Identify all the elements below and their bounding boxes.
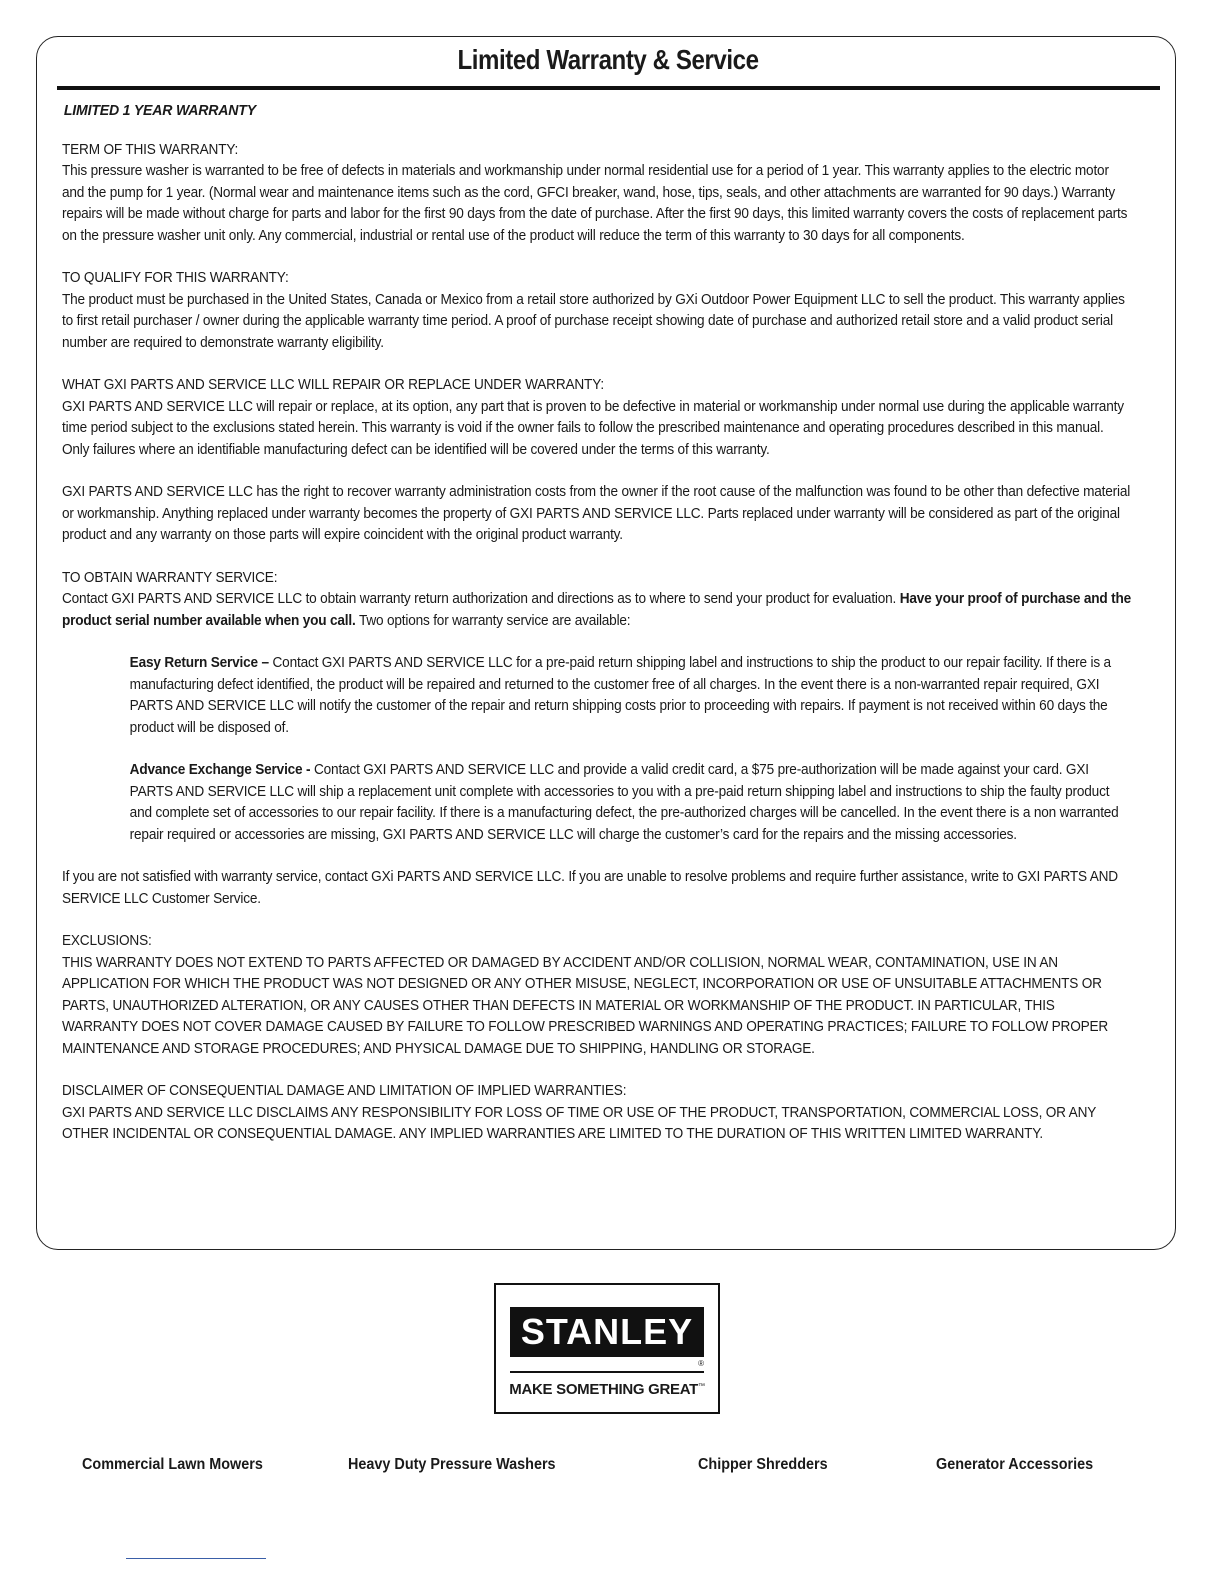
exclusions-heading: EXCLUSIONS: [62,933,152,949]
obtain-body-text: Contact GXI PARTS AND SERVICE LLC to obtain warranty return authorization and directions as to where to send your product for evaluation. [62,591,900,607]
recover-body: GXI PARTS AND SERVICE LLC has the right to recover warranty administration costs from the owner if the root cause of the malfunction was found to be other than defective material or workmanship. Anything replaced under warranty becomes the property of GXI PARTS AND SERVICE LLC. Parts replaced under warranty will be considered as part of the original product and any warranty on those parts will expire coincident with the original product warranty. [62,484,1131,543]
logo-trademark: ™ [698,1383,705,1390]
easy-return-body: Contact GXI PARTS AND SERVICE LLC for a pre-paid return shipping label and instructions to ship the product to our repair facility. If there is a manufacturing defect identified, the product will be repaired and returned to the customer free of all charges. In the event there is a non-warranted repair required, GXI PARTS AND SERVICE LLC will notify the customer of the repair and return shipping costs prior to proceeding with repairs. If payment is not received within 60 days the product will be disposed of. [129,655,1111,736]
section-not-satisfied [62,867,1132,910]
obtain-body-end: Two options for warranty service are available: [355,612,631,629]
logo-tagline-text: MAKE SOMETHING GREAT [509,1381,699,1398]
qualify-heading: TO QUALIFY FOR THIS WARRANTY: [62,270,289,286]
page-title: Limited Warranty & Service [457,44,759,75]
product-chipper-shredders: Chipper Shredders [698,1456,828,1473]
logo-registered-mark: ® [698,1359,704,1368]
section-term [62,140,1132,248]
section-easy-return [130,653,1132,739]
section-obtain [62,568,1132,633]
section-disclaimer [62,1081,1132,1146]
not-satisfied-body: If you are not satisfied with warranty service, contact GXi PARTS AND SERVICE LLC. If you are unable to resolve problems and require further assistance, write to GXI PARTS AND SERVICE LLC Customer Service. [62,869,1118,907]
disclaimer-heading: DISCLAIMER OF CONSEQUENTIAL DAMAGE AND LIMITATION OF IMPLIED WARRANTIES: [62,1083,627,1099]
product-lines [0,1456,1224,1480]
repair-body: GXI PARTS AND SERVICE LLC will repair or replace, at its option, any part that is proven to be defective in material or workmanship under normal use during the applicable warranty time period subject to the exclusions stated herein. This warranty is void if the owner fails to follow the prescribed maintenance and operating procedures described in this manual. Only failures where an identifiable manufacturing defect can be identified will be covered under the terms of this warranty. [62,398,1124,458]
easy-return-label: Easy Return Service – [129,655,269,671]
advance-exchange-body: Contact GXI PARTS AND SERVICE LLC and provide a valid credit card, a $75 pre-authorization will be made against your card. GXI PARTS AND SERVICE LLC will ship a replacement unit complete with accessories to you with a pre-paid return shipping label and instructions to ship the faulty product and complete set of accessories to our repair facility. If there is a manufacturing defect, the pre-authorized charges will be cancelled. In the event there is a non warranted repair required or accessories are missing, GXI PARTS AND SERVICE LLC will charge the customer’s card for the repairs and the missing accessories. [129,762,1119,843]
product-lawn-mowers: Commercial Lawn Mowers [82,1456,263,1473]
easy-return-paragraph [130,653,1132,739]
disclaimer-body: GXI PARTS AND SERVICE LLC DISCLAIMS ANY RESPONSIBILITY FOR LOSS OF TIME OR USE OF THE PRODUCT, TRANSPORTATION, COMMERCIAL LOSS, OR ANY OTHER INCIDENTAL OR CONSEQUENTIAL DAMAGE. ANY IMPLIED WARRANTIES ARE LIMITED TO THE DURATION OF THIS WRITTEN LIMITED WARRANTY. [62,1104,1096,1142]
section-advance-exchange [130,760,1132,846]
term-body: This pressure washer is warranted to be free of defects in materials and workmanship under normal residential use for a period of 1 year. This warranty applies to the electric motor and the pump for 1 year. (Normal wear and maintenance items such as the cord, GFCI breaker, wand, hose, tips, seals, and other attachments are warranted for 90 days.) Warranty repairs will be made without charge for parts and labor for the first 90 days from the date of purchase. After the first 90 days, this limited warranty covers the costs of replacement parts on the pressure washer unit only. Any commercial, industrial or rental use of the product will reduce the term of this warranty to 30 days for all components. [62,163,1128,244]
section-exclusions [62,931,1132,1060]
footer-rule [126,1558,266,1559]
stanley-logo [494,1283,720,1414]
title-rule [57,86,1160,90]
logo-brand: STANLEY [510,1307,704,1357]
section-recover [62,482,1132,547]
warranty-content [62,98,1200,1167]
term-heading: TERM OF THIS WARRANTY: [62,141,239,158]
advance-exchange-paragraph [130,760,1132,846]
obtain-body [62,589,1132,632]
warranty-subtitle: LIMITED 1 YEAR WARRANTY [63,102,256,119]
logo-tagline [506,1381,708,1398]
qualify-body: The product must be purchased in the United States, Canada or Mexico from a retail store authorized by GXi Outdoor Power Equipment LLC to sell the product. This warranty applies to first retail purchaser / owner during the applicable warranty time period. A proof of purchase receipt showing date of purchase and authorized retail store and a valid product serial number are required to demonstrate warranty eligibility. [62,291,1125,351]
section-repair [62,375,1132,461]
product-generator-accessories: Generator Accessories [936,1456,1094,1473]
product-pressure-washers: Heavy Duty Pressure Washers [348,1456,556,1473]
exclusions-body: THIS WARRANTY DOES NOT EXTEND TO PARTS AFFECTED OR DAMAGED BY ACCIDENT AND/OR COLLISION, NORMAL WEAR, CONTAMINATION, USE IN AN APPLICATION FOR WHICH THE PRODUCT WAS NOT DESIGNED OR ANY OTHER MISUSE, NEGLECT, INCORPORATION OR USE OF UNSUITABLE ATTACHMENTS OR PARTS, UNAUTHORIZED ALTERATION, OR ANY CAUSES OTHER THAN DEFECTS IN MATERIAL OR WORKMANSHIP OF THE PRODUCT. IN PARTICULAR, THIS WARRANTY DOES NOT COVER DAMAGE CAUSED BY FAILURE TO FOLLOW PRESCRIBED WARNINGS AND OPERATING PRACTICES; FAILURE TO FOLLOW PROPER MAINTENANCE AND STORAGE PROCEDURES; AND PHYSICAL DAMAGE DUE TO SHIPPING, HANDLING OR STORAGE. [62,954,1109,1057]
advance-exchange-label: Advance Exchange Service - [129,762,311,778]
repair-heading: WHAT GXI PARTS AND SERVICE LLC WILL REPAIR OR REPLACE UNDER WARRANTY: [62,377,604,393]
logo-divider [510,1371,704,1373]
obtain-heading: TO OBTAIN WARRANTY SERVICE: [62,569,278,586]
obtain-body-bold: Have your proof of purchase and the product serial number available when you call. [62,591,1131,629]
section-qualify [62,268,1132,354]
